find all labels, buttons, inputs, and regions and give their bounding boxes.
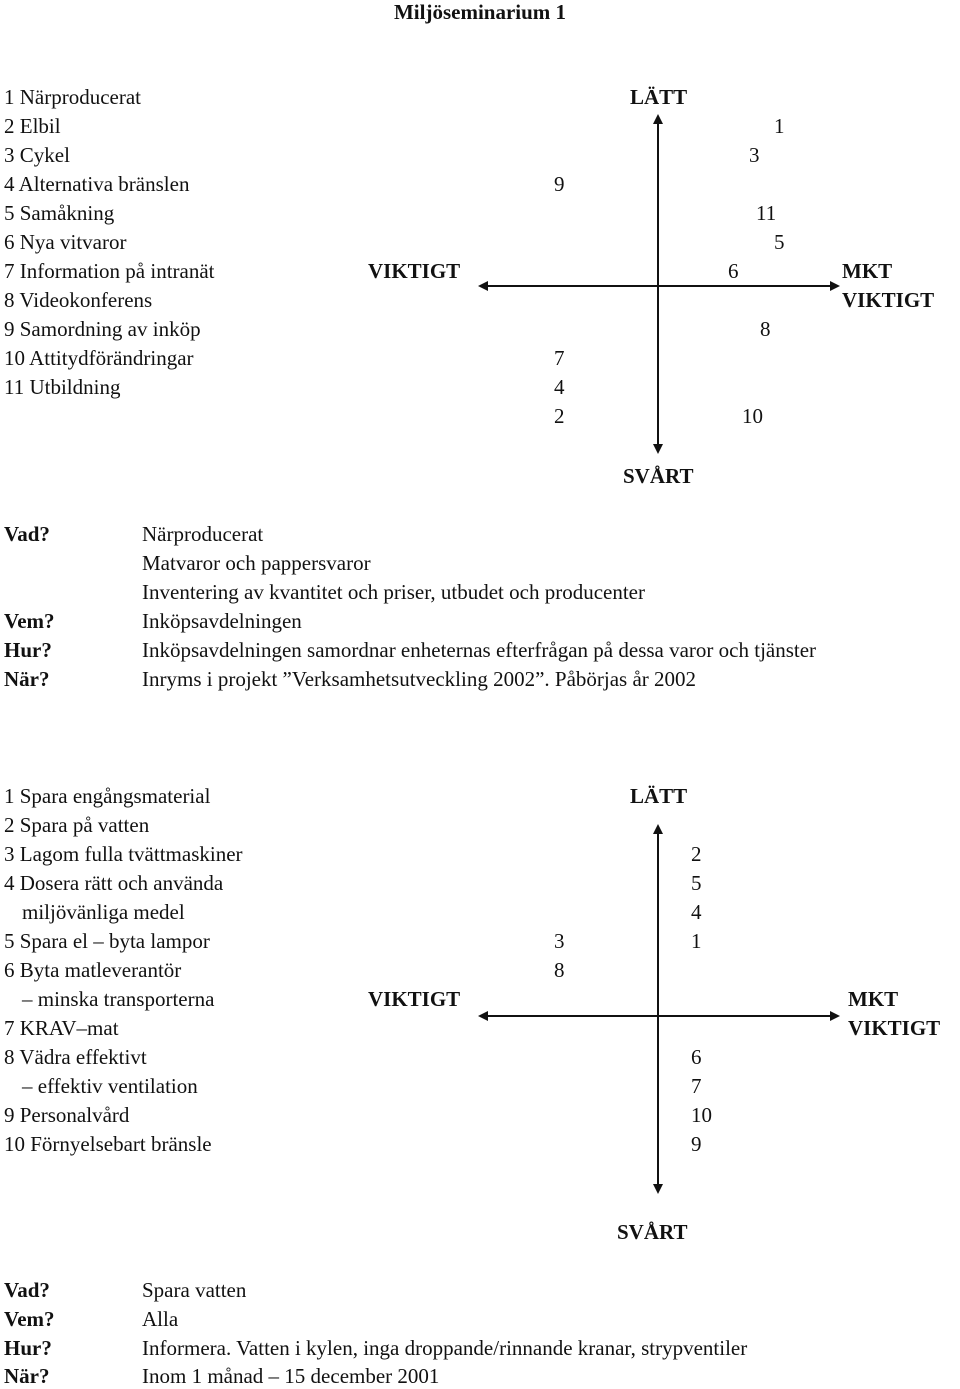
answer-vad: Matvaror och pappersvaror	[142, 551, 371, 575]
question-label-vad: Vad?	[4, 1278, 50, 1302]
point-label: 3	[554, 929, 565, 953]
point-label: 3	[749, 143, 760, 167]
answer-vad: Inventering av kvantitet och priser, utbudet och producenter	[142, 580, 645, 604]
list-item: 2 Spara på vatten	[4, 813, 150, 837]
list-item: 6 Nya vitvaror	[4, 230, 127, 254]
list-item: 1 Närproducerat	[4, 85, 142, 109]
point-label: 4	[554, 375, 565, 399]
axis-label-svart: SVÅRT	[623, 464, 694, 488]
answer-nar: Inom 1 månad – 15 december 2001	[142, 1364, 440, 1388]
point-label: 5	[774, 230, 785, 254]
list-item: – effektiv ventilation	[22, 1074, 198, 1098]
point-label: 9	[554, 172, 565, 196]
list-item: 8 Vädra effektivt	[4, 1045, 147, 1069]
question-label-hur: Hur?	[4, 638, 52, 662]
list-item: 1 Spara engångsmaterial	[4, 784, 211, 808]
point-label: 6	[691, 1045, 702, 1069]
point-label: 2	[554, 404, 565, 428]
axis-label-svart: SVÅRT	[617, 1220, 688, 1244]
axis-label-mkt: MKT	[848, 987, 899, 1011]
list-item: 4 Dosera rätt och använda	[4, 871, 224, 895]
point-label: 10	[742, 404, 763, 428]
answer-hur: Informera. Vatten i kylen, inga droppande/rinnande kranar, strypventiler	[142, 1336, 748, 1360]
question-label-hur: Hur?	[4, 1336, 52, 1360]
list-item: 7 Information på intranät	[4, 259, 215, 283]
list-item: 8 Videokonferens	[4, 288, 153, 312]
point-label: 8	[760, 317, 771, 341]
point-label: 2	[691, 842, 702, 866]
answer-vem: Inköpsavdelningen	[142, 609, 302, 633]
axis-label-mkt: MKT	[842, 259, 893, 283]
answer-vem: Alla	[142, 1307, 179, 1331]
axis-label-mkt-viktigt: VIKTIGT	[848, 1016, 941, 1040]
list-item: 7 KRAV–mat	[4, 1016, 119, 1040]
point-label: 9	[691, 1132, 702, 1156]
point-label: 1	[691, 929, 702, 953]
list-item: 10 Attitydförändringar	[4, 346, 194, 370]
list-item: 3 Lagom fulla tvättmaskiner	[4, 842, 243, 866]
question-label-nar: När?	[4, 1364, 50, 1388]
question-label-vem: Vem?	[4, 1307, 55, 1331]
list-item: 3 Cykel	[4, 143, 70, 167]
question-label-vem: Vem?	[4, 609, 55, 633]
list-item: – minska transporterna	[22, 987, 215, 1011]
question-label-vad: Vad?	[4, 522, 50, 546]
list-item: miljövänliga medel	[22, 900, 185, 924]
axis-label-latt: LÄTT	[630, 784, 688, 808]
axis-label-mkt-viktigt: VIKTIGT	[842, 288, 935, 312]
point-label: 8	[554, 958, 565, 982]
axis-label-latt: LÄTT	[630, 85, 688, 109]
list-item: 9 Personalvård	[4, 1103, 130, 1127]
answer-nar: Inryms i projekt ”Verksamhetsutveckling 2002”. Påbörjas år 2002	[142, 667, 697, 691]
list-item: 6 Byta matleverantör	[4, 958, 182, 982]
point-label: 6	[728, 259, 739, 283]
list-item: 5 Samåkning	[4, 201, 115, 225]
point-label: 7	[691, 1074, 702, 1098]
page-title: Miljöseminarium 1	[393, 0, 567, 24]
answer-vad: Spara vatten	[142, 1278, 247, 1302]
list-item: 5 Spara el – byta lampor	[4, 929, 210, 953]
point-label: 5	[691, 871, 702, 895]
point-label: 7	[554, 346, 565, 370]
point-label: 1	[774, 114, 785, 138]
list-item: 10 Förnyelsebart bränsle	[4, 1132, 212, 1156]
list-item: 11 Utbildning	[4, 375, 121, 399]
answer-vad: Närproducerat	[142, 522, 264, 546]
answer-hur: Inköpsavdelningen samordnar enheternas efterfrågan på dessa varor och tjänster	[142, 638, 817, 662]
axis-label-viktigt: VIKTIGT	[368, 987, 461, 1011]
point-label: 11	[756, 201, 777, 225]
list-item: 4 Alternativa bränslen	[4, 172, 190, 196]
axis-label-viktigt: VIKTIGT	[368, 259, 461, 283]
question-label-nar: När?	[4, 667, 50, 691]
point-label: 10	[691, 1103, 712, 1127]
list-item: 9 Samordning av inköp	[4, 317, 201, 341]
point-label: 4	[691, 900, 702, 924]
list-item: 2 Elbil	[4, 114, 61, 138]
